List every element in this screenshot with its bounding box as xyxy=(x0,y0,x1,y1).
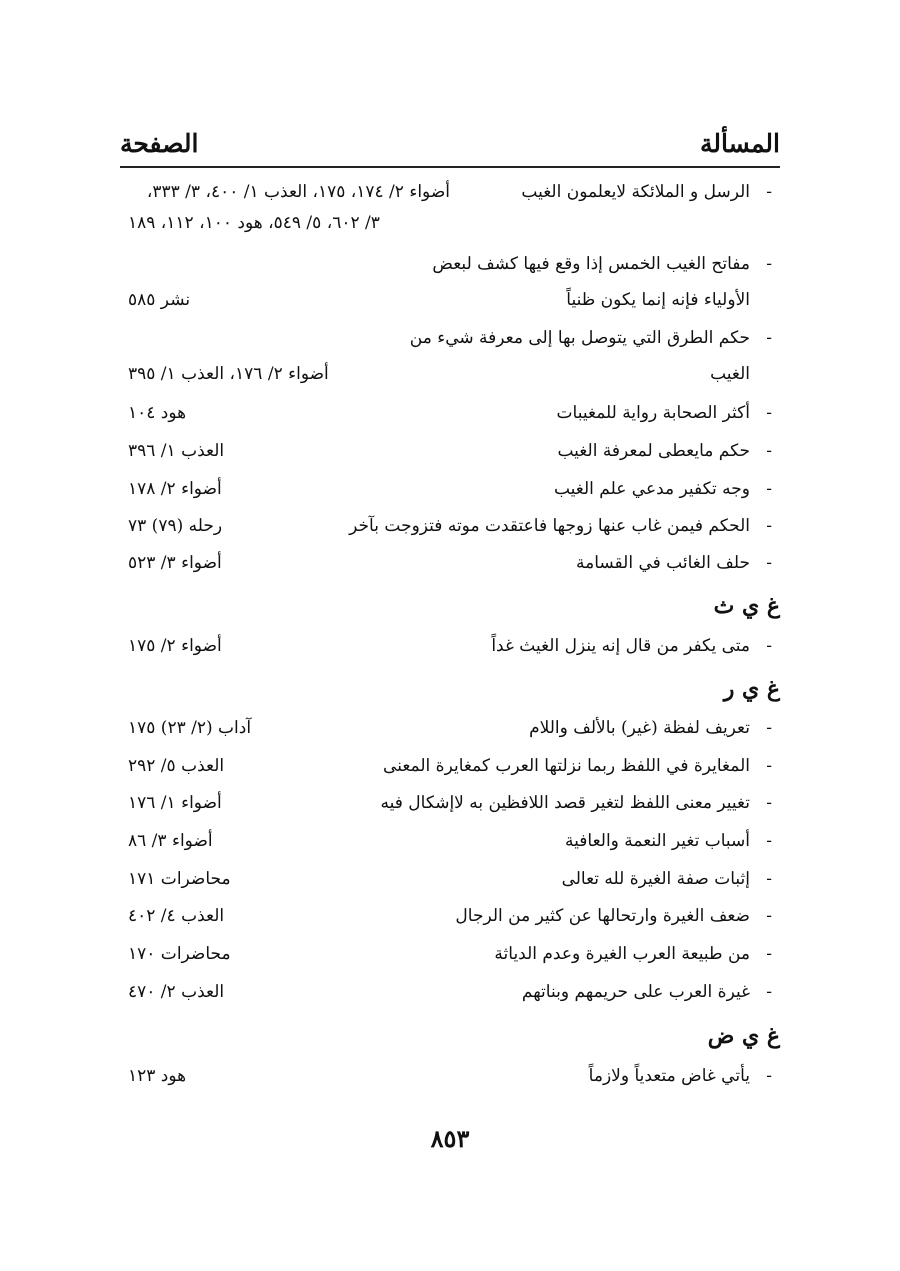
entry-page-ref: ٣/ ٦٠٢، ٥/ ٥٤٩، هود ١٠٠، ١١٢، ١٨٩ xyxy=(128,213,380,233)
entry-dash: - xyxy=(766,636,772,656)
entry-page-ref: محاضرات ١٧١ xyxy=(128,869,231,889)
index-entry xyxy=(120,863,780,895)
entry-topic: الأولياء فإنه إنما يكون ظنياً xyxy=(566,290,750,310)
entry-dash: - xyxy=(766,906,772,926)
entry-dash: - xyxy=(766,982,772,1002)
page-column-label: الصفحة xyxy=(120,129,199,158)
entry-topic: أسباب تغير النعمة والعافية xyxy=(565,831,750,851)
entry-topic: حلف الغائب في القسامة xyxy=(575,553,750,573)
index-entry xyxy=(120,284,780,316)
root-heading: غ ي ث xyxy=(713,593,780,619)
entry-dash: - xyxy=(766,944,772,964)
entry-page-ref: العذب ٥/ ٢٩٢ xyxy=(128,756,225,776)
entry-page-ref: هود ١٠٤ xyxy=(128,403,187,423)
index-entry xyxy=(120,358,780,390)
topic-column-label: المسألة xyxy=(700,129,780,158)
entry-page-ref: أضواء ٣/ ٨٦ xyxy=(128,831,213,851)
index-entry xyxy=(120,176,780,208)
entry-page-ref: رحله (٧٩) ٧٣ xyxy=(128,516,223,536)
index-entry xyxy=(120,712,780,744)
entry-dash: - xyxy=(766,718,772,738)
entry-page-ref: أضواء ٣/ ٥٢٣ xyxy=(128,553,222,573)
index-entry xyxy=(120,547,780,579)
index-entry xyxy=(120,825,780,857)
entry-dash: - xyxy=(766,756,772,776)
index-entry xyxy=(120,630,780,662)
entry-page-ref: العذب ١/ ٣٩٦ xyxy=(128,441,225,461)
entry-page-ref: العذب ٢/ ٤٧٠ xyxy=(128,982,225,1002)
root-heading: غ ي ر xyxy=(723,676,780,702)
entry-dash: - xyxy=(766,403,772,423)
entry-topic: تغيير معنى اللفظ لتغير قصد اللافظين به لاإشكال فيه xyxy=(380,793,750,813)
entry-page-ref: آداب (٢/ ٢٣) ١٧٥ xyxy=(128,718,252,738)
entry-topic: وجه تكفير مدعي علم الغيب xyxy=(553,479,750,499)
entry-page-ref: أضواء ٢/ ١٧٦، العذب ١/ ٣٩٥ xyxy=(128,364,329,384)
entry-topic: إثبات صفة الغيرة لله تعالى xyxy=(561,869,750,889)
index-entry xyxy=(120,900,780,932)
entry-topic: مفاتح الغيب الخمس إذا وقع فيها كشف لبعض xyxy=(432,254,750,274)
entry-dash: - xyxy=(766,328,772,348)
index-entry xyxy=(120,787,780,819)
entry-dash: - xyxy=(766,516,772,536)
entry-topic: حكم الطرق التي يتوصل بها إلى معرفة شيء من xyxy=(409,328,750,348)
entry-topic: غيرة العرب على حريمهم وبناتهم xyxy=(521,982,750,1002)
entry-page-ref: أضواء ٢/ ١٧٤، ١٧٥، العذب ١/ ٤٠٠، ٣/ ٣٣٣، xyxy=(146,182,450,202)
entry-page-ref: العذب ٤/ ٤٠٢ xyxy=(128,906,225,926)
entry-topic: من طبيعة العرب الغيرة وعدم الدياثة xyxy=(494,944,750,964)
entry-page-ref: هود ١٢٣ xyxy=(128,1066,187,1086)
index-entry xyxy=(120,435,780,467)
entry-topic: الحكم فيمن غاب عنها زوجها فاعتقدت موته فتزوجت بآخر xyxy=(349,516,750,536)
entry-dash: - xyxy=(766,254,772,274)
index-entry xyxy=(120,510,780,542)
entry-dash: - xyxy=(766,182,772,202)
entry-page-ref: محاضرات ١٧٠ xyxy=(128,944,231,964)
entry-dash: - xyxy=(766,441,772,461)
entry-page-ref: نشر ٥٨٥ xyxy=(128,290,191,310)
entry-topic: ضعف الغيرة وارتحالها عن كثير من الرجال xyxy=(455,906,750,926)
index-entry xyxy=(120,1060,780,1092)
entry-dash: - xyxy=(766,1066,772,1086)
entry-topic: حكم مايعطى لمعرفة الغيب xyxy=(557,441,750,461)
index-entry xyxy=(120,938,780,970)
entry-dash: - xyxy=(766,553,772,573)
entry-topic: الرسل و الملائكة لايعلمون الغيب xyxy=(521,182,750,202)
entry-page-ref: أضواء ١/ ١٧٦ xyxy=(128,793,222,813)
entry-dash: - xyxy=(766,831,772,851)
entry-topic: أكثر الصحابة رواية للمغيبات xyxy=(556,403,750,423)
entry-dash: - xyxy=(766,869,772,889)
entry-page-ref: أضواء ٢/ ١٧٨ xyxy=(128,479,222,499)
index-header xyxy=(120,122,780,168)
entry-topic: الغيب xyxy=(710,364,750,384)
index-entry xyxy=(120,207,780,239)
index-entry xyxy=(120,322,780,354)
index-entry xyxy=(120,248,780,280)
index-entry xyxy=(120,750,780,782)
entry-dash: - xyxy=(766,479,772,499)
entry-topic: تعريف لفظة (غير) بالألف واللام xyxy=(529,718,750,738)
entry-topic: متى يكفر من قال إنه ينزل الغيث غداً xyxy=(491,636,750,656)
entry-dash: - xyxy=(766,793,772,813)
index-entry xyxy=(120,473,780,505)
index-entry xyxy=(120,397,780,429)
root-heading: غ ي ض xyxy=(707,1023,780,1049)
page-number: ٨٥٣ xyxy=(430,1124,470,1153)
entry-topic: المغايرة في اللفظ ربما نزلتها العرب كمغايرة المعنى xyxy=(383,756,750,776)
index-entry xyxy=(120,976,780,1008)
entry-page-ref: أضواء ٢/ ١٧٥ xyxy=(128,636,222,656)
entry-topic: يأتي غاض متعدياً ولازماً xyxy=(588,1066,750,1086)
